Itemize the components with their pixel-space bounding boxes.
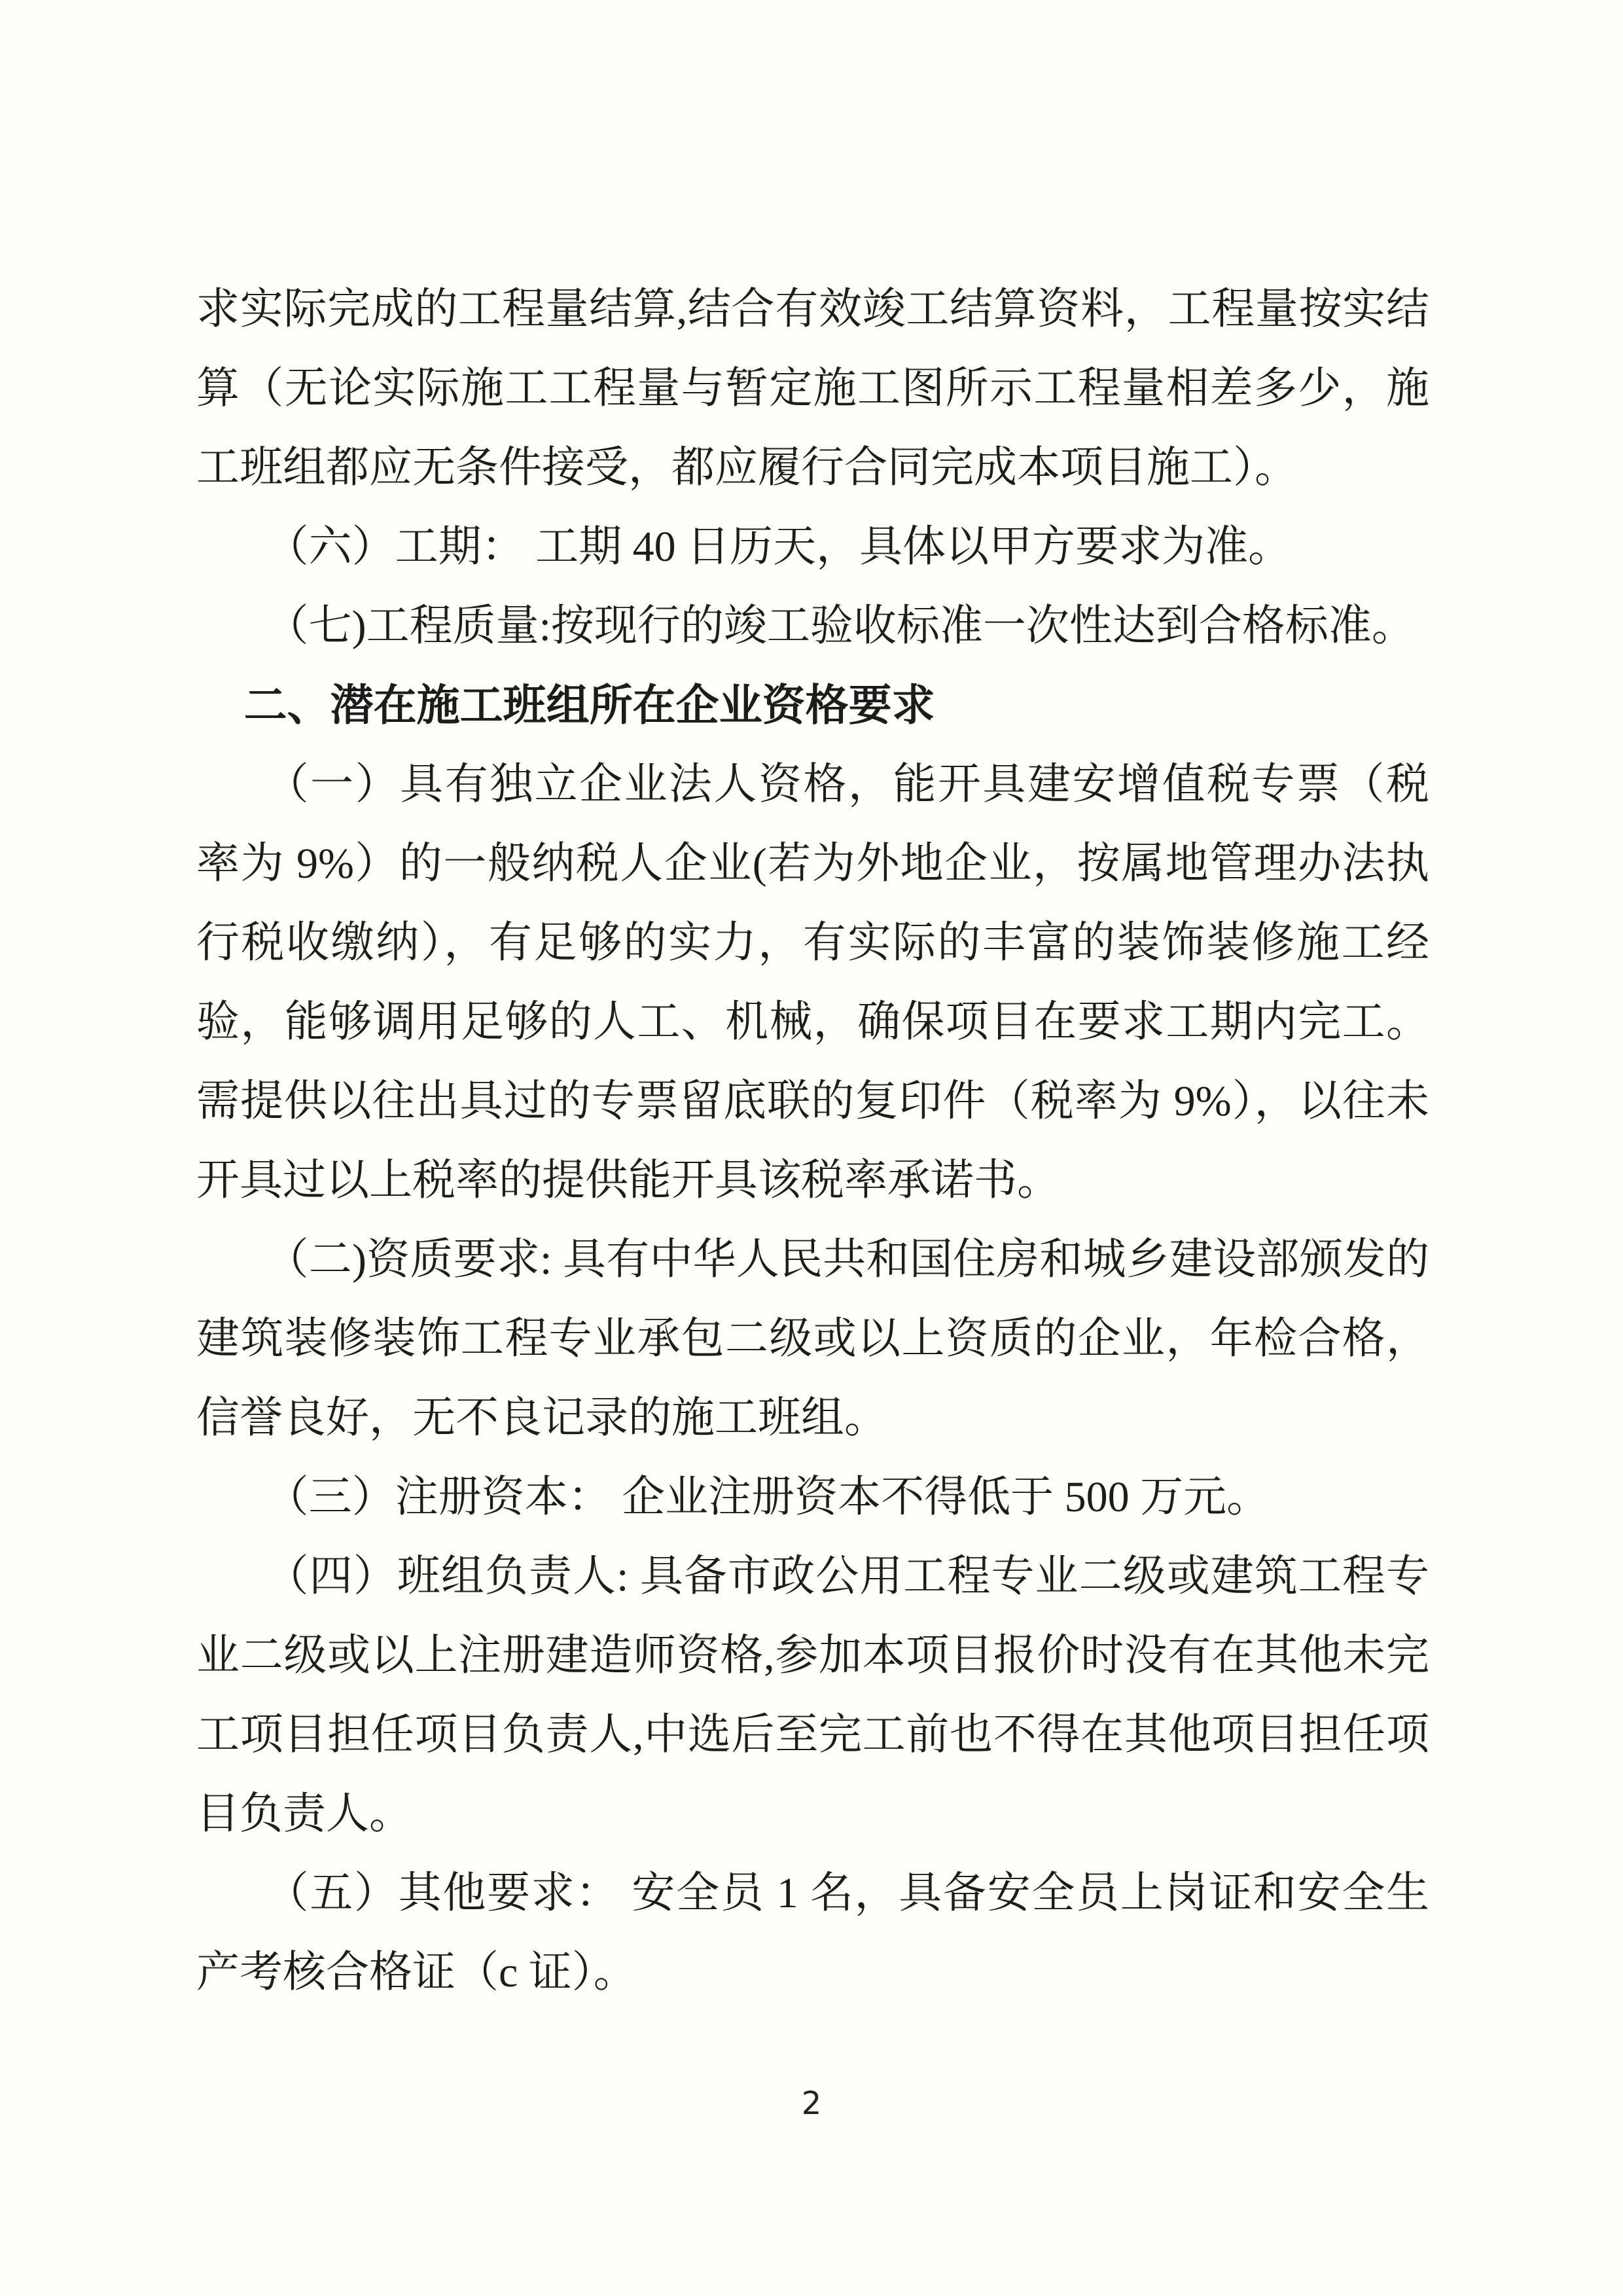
page-number: 2 (801, 2085, 822, 2122)
requirement-5-other: （五）其他要求： 安全员 1 名，具备安全员上岗证和安全生产考核合格证（c 证）。 (196, 1869, 1429, 1996)
section-2-heading: 二、潜在施工班组所在企业资格要求 (243, 681, 935, 729)
requirement-4-team-leader: （四）班组负责人: 具备市政公用工程专业二级或建筑工程专业二级或以上注册建造师资格,参加本项目报价时没有在其他未完工项目担任项目负责人,中选后至完工前也不得在其他项目担任项目负责人。 (196, 1552, 1429, 1838)
clause-7-quality: （七)工程质量:按现行的竣工验收标准一次性达到合格标准。 (265, 602, 1415, 650)
paragraph-continuation: 求实际完成的工程量结算,结合有效竣工结算资料，工程量按实结算（无论实际施工工程量与暂定施工图所示工程量相差多少，施工班组都应无条件接受，都应履行合同完成本项目施工）。 (196, 285, 1429, 492)
document-body (196, 270, 1429, 2012)
requirement-1-legal-person: （一）具有独立企业法人资格，能开具建安增值税专票（税率为 9%）的一般纳税人企业(若为外地企业，按属地管理办法执行税收缴纳），有足够的实力，有实际的丰富的装饰装修施工经验，能够调用足够的人工、机械，确保项目在要求工期内完工。需提供以往出具过的专票留底联的复印件（税率为 9%），以往未开具过以上税率的提供能开具该税率承诺书。 (196, 761, 1429, 1204)
requirement-3-registered-capital: （三）注册资本： 企业注册资本不得低于 500 万元。 (265, 1473, 1270, 1521)
requirement-2-credentials: （二)资质要求: 具有中华人民共和国住房和城乡建设部颁发的建筑装修装饰工程专业承包二级或以上资质的企业，年检合格，信誉良好，无不良记录的施工班组。 (196, 1236, 1429, 1442)
clause-6-duration: （六）工期： 工期 40 日历天，具体以甲方要求为准。 (265, 523, 1292, 571)
